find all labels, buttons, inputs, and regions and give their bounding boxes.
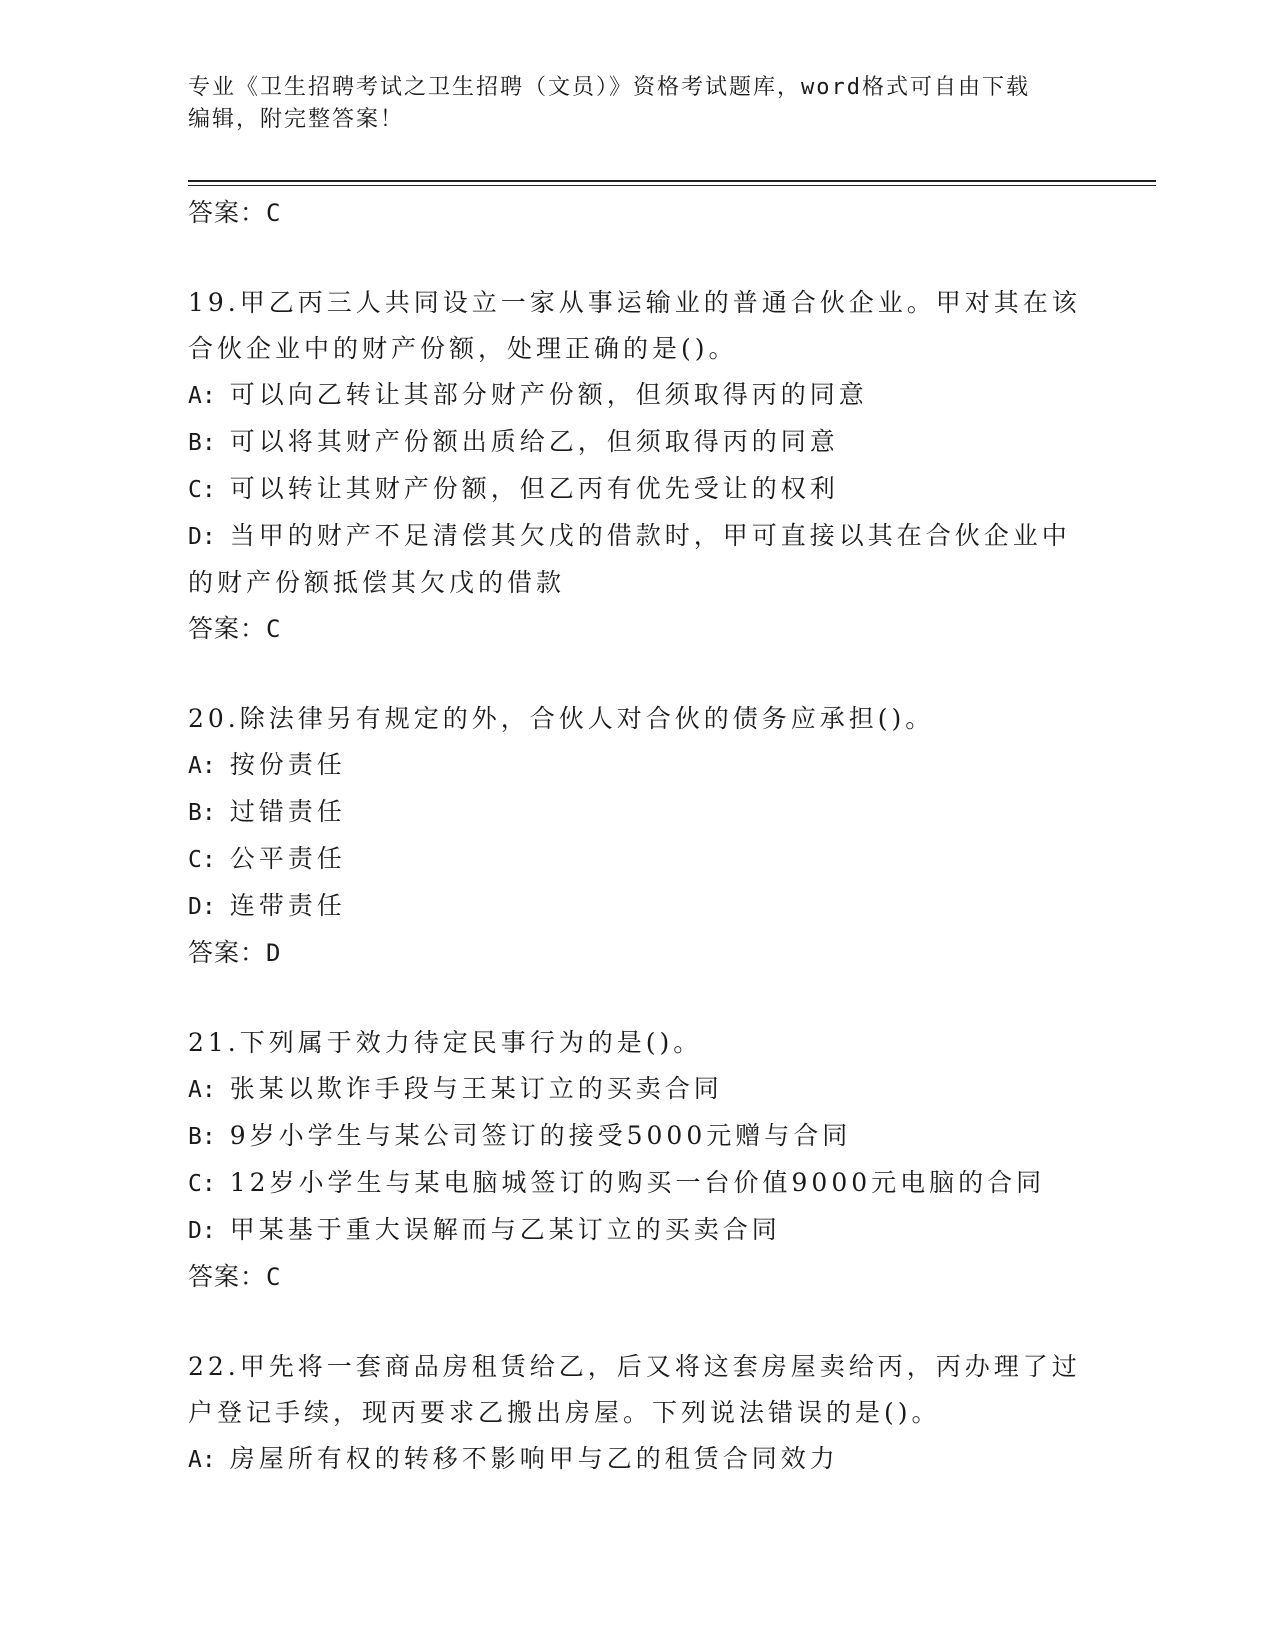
- option-text: 房屋所有权的转移不影响甲与乙的租赁合同效力: [229, 1444, 839, 1473]
- option-text: 甲某基于重大误解而与乙某订立的买卖合同: [229, 1215, 781, 1244]
- header-divider-thin: [188, 185, 1156, 186]
- question-21: [188, 1020, 1088, 1300]
- option-text: 连带责任: [229, 891, 346, 920]
- header-note-line-2: 编辑，附完整答案！: [188, 107, 405, 132]
- answer-label: 答案：: [188, 1262, 267, 1291]
- option-text: 可以转让其财产份额，但乙丙有优先受让的权利: [229, 474, 839, 503]
- option-text: 9岁小学生与某公司签订的接受5000元赠与合同: [229, 1121, 852, 1150]
- option-text: 按份责任: [229, 750, 346, 779]
- answer-label: 答案：: [188, 198, 267, 227]
- option-text: 可以向乙转让其部分财产份额，但须取得丙的同意: [229, 380, 868, 409]
- option-key: C:: [188, 477, 216, 503]
- answer-value: C: [266, 199, 282, 227]
- option-key: B:: [188, 430, 216, 456]
- question-19: [188, 280, 1088, 652]
- option-b: [188, 419, 1088, 466]
- option-text: 当甲的财产不足清偿其欠戊的借款时，甲可直接以其在合伙企业中的财产份额抵偿其欠戊的借款: [188, 521, 1071, 597]
- option-key: B:: [188, 800, 216, 826]
- answer-label: 答案：: [188, 938, 267, 967]
- option-a: [188, 1436, 1088, 1483]
- option-d: [188, 513, 1088, 606]
- option-a: [188, 1066, 1088, 1113]
- option-key: A:: [188, 1077, 216, 1103]
- option-c: [188, 836, 1088, 883]
- option-b: [188, 789, 1088, 836]
- header-note: [188, 72, 1088, 136]
- option-key: D:: [188, 524, 216, 550]
- option-c: [188, 1160, 1088, 1207]
- answer-line: [188, 606, 1088, 652]
- option-d: [188, 883, 1088, 930]
- option-text: 张某以欺诈手段与王某订立的买卖合同: [229, 1074, 723, 1103]
- option-key: D:: [188, 894, 216, 920]
- option-key: D:: [188, 1218, 216, 1244]
- option-d: [188, 1207, 1088, 1254]
- option-b: [188, 1113, 1088, 1160]
- question-stem: 20.除法律另有规定的外，合伙人对合伙的债务应承担()。: [188, 704, 935, 733]
- answer-line: [188, 930, 1088, 976]
- question-stem: 22.甲先将一套商品房租赁给乙，后又将这套房屋卖给丙，丙办理了过户登记手续，现丙要求乙搬出房屋。下列说法错误的是()。: [188, 1352, 1081, 1427]
- option-key: A:: [188, 753, 216, 779]
- option-key: A:: [188, 383, 216, 409]
- question-list: [188, 190, 1088, 1483]
- option-text: 过错责任: [229, 797, 346, 826]
- answer-value: C: [266, 1263, 282, 1291]
- option-text: 可以将其财产份额出质给乙，但须取得丙的同意: [229, 427, 839, 456]
- answer-value: D: [266, 939, 282, 967]
- option-key: C:: [188, 1171, 216, 1197]
- option-text: 公平责任: [229, 844, 346, 873]
- option-key: A:: [188, 1447, 216, 1473]
- question-stem: 19.甲乙丙三人共同设立一家从事运输业的普通合伙企业。甲对其在该合伙企业中的财产份额，处理正确的是()。: [188, 288, 1081, 363]
- header-note-line-1: 专业《卫生招聘考试之卫生招聘（文员）》资格考试题库，word格式可自由下载: [188, 75, 1030, 100]
- answer-label: 答案：: [188, 614, 267, 643]
- option-key: B:: [188, 1124, 216, 1150]
- answer-value: C: [266, 615, 282, 643]
- question-20: [188, 696, 1088, 976]
- option-a: [188, 742, 1088, 789]
- option-c: [188, 466, 1088, 513]
- header-divider-thick: [188, 180, 1156, 182]
- answer-line: [188, 190, 1088, 236]
- option-key: C:: [188, 847, 216, 873]
- option-a: [188, 372, 1088, 419]
- option-text: 12岁小学生与某电脑城签订的购买一台价值9000元电脑的合同: [229, 1168, 1046, 1197]
- question-stem: 21.下列属于效力待定民事行为的是()。: [188, 1028, 703, 1057]
- answer-line: [188, 1254, 1088, 1300]
- question-22: [188, 1344, 1088, 1483]
